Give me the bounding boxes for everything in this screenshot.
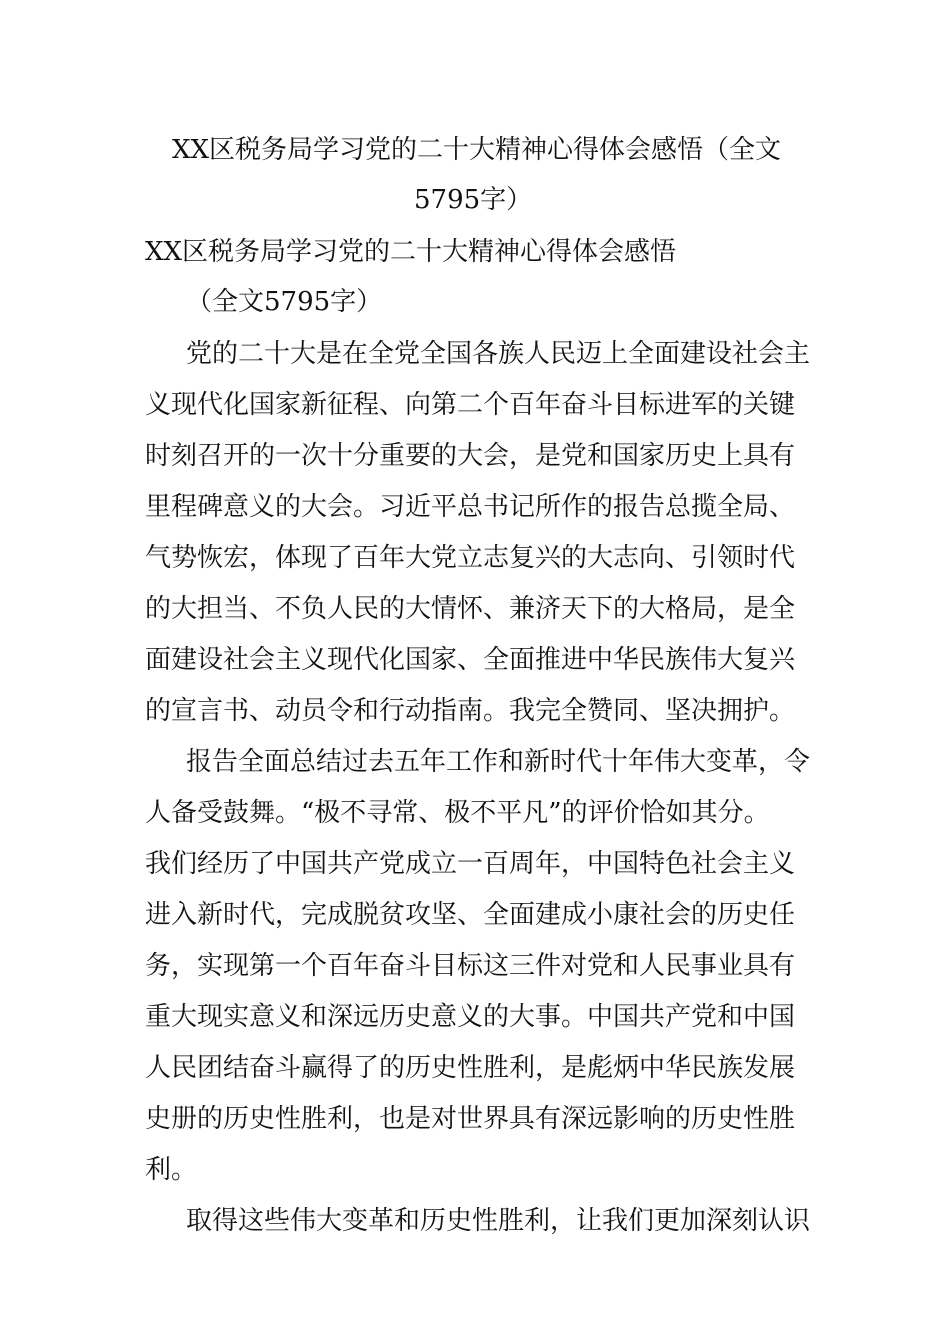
document-title-line-1: XX区税务局学习党的二十大精神心得体会感悟（全文: [172, 135, 782, 165]
body-line: 的宣言书、动员令和行动指南。我完全赞同、坚决拥护。: [145, 696, 796, 726]
body-line: 里程碑意义的大会。习近平总书记所作的报告总揽全局、: [145, 492, 796, 522]
body-line: 的大担当、不负人民的大情怀、兼济天下的大格局，是全: [145, 594, 796, 624]
body-line: 重大现实意义和深远历史意义的大事。中国共产党和中国: [145, 1002, 796, 1032]
body-line: 进入新时代，完成脱贫攻坚、全面建成小康社会的历史任: [145, 900, 796, 930]
body-line: 取得这些伟大变革和历史性胜利，让我们更加深刻认识: [186, 1206, 811, 1236]
section-subheading: （全文5795字）: [186, 287, 383, 317]
body-line: 气势恢宏，体现了百年大党立志复兴的大志向、引领时代: [145, 543, 796, 573]
body-line: 时刻召开的一次十分重要的大会，是党和国家历史上具有: [145, 441, 796, 471]
body-line: 党的二十大是在全党全国各族人民迈上全面建设社会主: [186, 339, 811, 369]
body-line: 我们经历了中国共产党成立一百周年，中国特色社会主义: [145, 849, 796, 879]
body-line: 史册的历史性胜利，也是对世界具有深远影响的历史性胜: [145, 1104, 796, 1134]
section-heading: XX区税务局学习党的二十大精神心得体会感悟: [145, 237, 677, 267]
body-line: 人民团结奋斗赢得了的历史性胜利，是彪炳中华民族发展: [145, 1053, 796, 1083]
body-line: 报告全面总结过去五年工作和新时代十年伟大变革，令: [186, 747, 811, 777]
body-line: 人备受鼓舞。“极不寻常、极不平凡”的评价恰如其分。: [145, 798, 770, 828]
document-title-line-2: 5795字）: [414, 185, 533, 215]
body-line: 务，实现第一个百年奋斗目标这三件对党和人民事业具有: [145, 951, 796, 981]
body-line: 利。: [145, 1155, 198, 1185]
body-line: 义现代化国家新征程、向第二个百年奋斗目标进军的关键: [145, 390, 796, 420]
body-line: 面建设社会主义现代化国家、全面推进中华民族伟大复兴: [145, 645, 796, 675]
